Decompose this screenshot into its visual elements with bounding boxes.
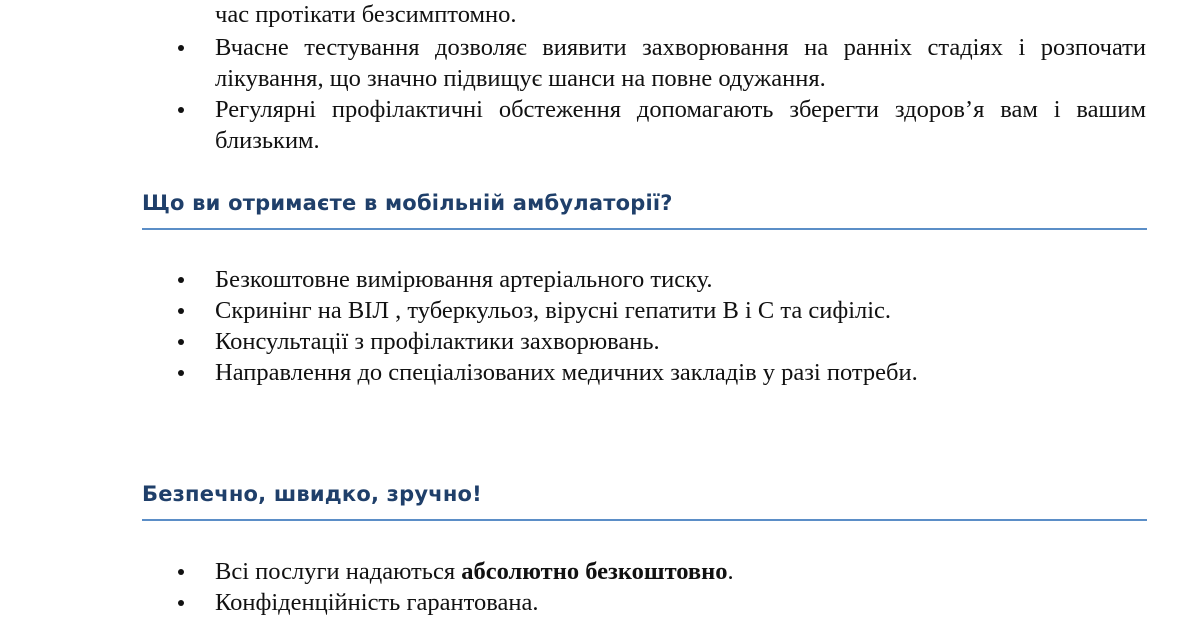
bullet-icon [178, 107, 184, 113]
bullet-icon [178, 308, 184, 314]
list-item [142, 94, 1146, 156]
bullet-icon [178, 277, 184, 283]
list-item [142, 32, 1146, 94]
list-item-text: Направлення до спеціалізованих медичних закладів у разі потреби. [215, 359, 918, 386]
intro-list [142, 32, 1146, 156]
list-item-text-suffix: . [727, 558, 734, 585]
list-item [142, 326, 1146, 357]
list-item [142, 357, 1146, 388]
intro-continuation: час протікати безсимптомно. [215, 1, 517, 28]
heading-rule [142, 228, 1147, 230]
list-item [142, 556, 1146, 587]
list-item-text: Скринінг на ВІЛ , туберкульоз, вірусні гепатити В і С та сифіліс. [215, 297, 892, 324]
list-item-text: Регулярні профілактичні обстеження допомагають зберегти здоров’я вам і вашим близьким. [215, 96, 1146, 154]
list-item [142, 587, 1146, 618]
list-item-text: Конфіденційність гарантована. [215, 589, 539, 616]
list-item-text: Вчасне тестування дозволяє виявити захворювання на ранніх стадіях і розпочати лікування, що значно підвищує шанси на повне одужання. [215, 34, 1146, 92]
section-heading: Безпечно, швидко, зручно! [142, 482, 482, 506]
bullet-icon [178, 45, 184, 51]
bullet-icon [178, 339, 184, 345]
heading-rule [142, 519, 1147, 521]
bullet-icon [178, 569, 184, 575]
bullet-icon [178, 370, 184, 376]
section-heading: Що ви отримаєте в мобільній амбулаторії? [142, 191, 673, 215]
list-item [142, 295, 1146, 326]
bullet-icon [178, 600, 184, 606]
services-list [142, 264, 1146, 388]
list-item-text-prefix: Всі послуги надаються [215, 558, 462, 585]
list-item-text: Консультації з профілактики захворювань. [215, 328, 660, 355]
benefits-list [142, 556, 1146, 618]
list-item [142, 264, 1146, 295]
list-item-text: Безкоштовне вимірювання артеріального тиску. [215, 266, 713, 293]
emphasis-text: абсолютно безкоштовно [461, 558, 728, 585]
